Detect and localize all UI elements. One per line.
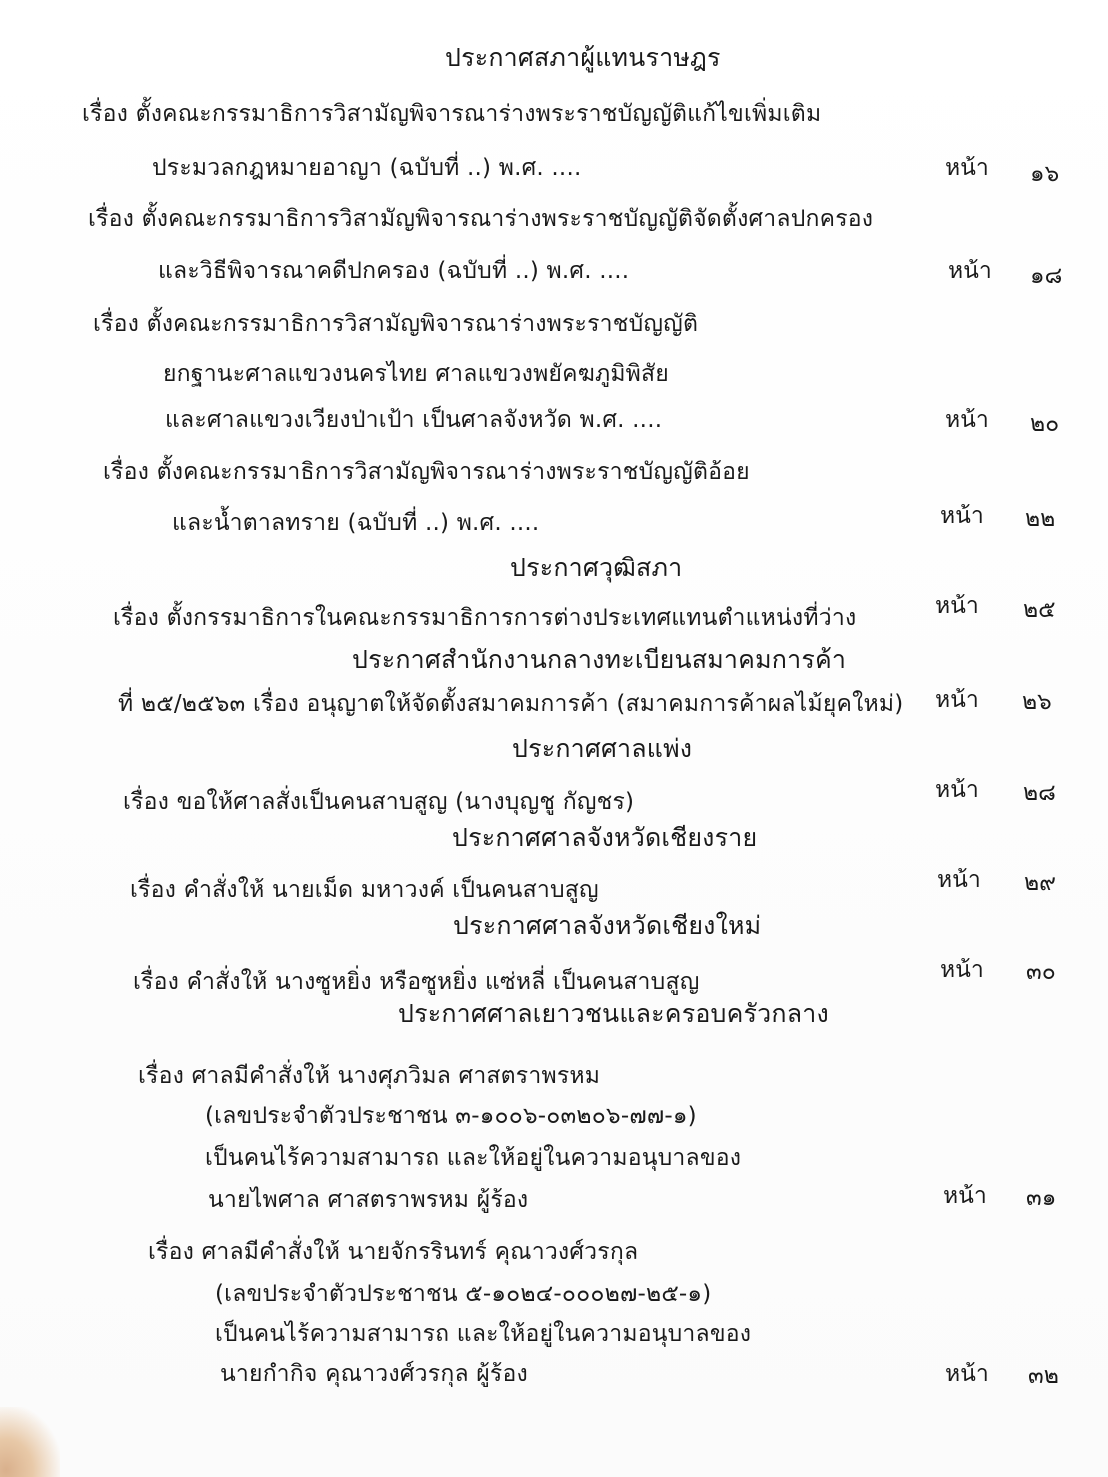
entry-line: ประมวลกฎหมายอาญา (ฉบับที่ ..) พ.ศ. .... (152, 155, 582, 181)
entry-line: ยกฐานะศาลแขวงนครไทย ศาลแขวงพยัคฆภูมิพิสัย (163, 361, 669, 387)
page-number: ๒๖ (1022, 689, 1052, 715)
entry-line: เรื่อง ตั้งกรรมาธิการในคณะกรรมาธิการการต่างประเทศแทนตำแหน่งที่ว่าง (113, 605, 857, 631)
entry-line: เป็นคนไร้ความสามารถ และให้อยู่ในความอนุบาลของ (215, 1321, 752, 1347)
page-label: หน้า (935, 687, 979, 713)
section-heading-senate: ประกาศวุฒิสภา (510, 553, 683, 582)
entry-line: เรื่อง ตั้งคณะกรรมาธิการวิสามัญพิจารณาร่างพระราชบัญญัติจัดตั้งศาลปกครอง (88, 206, 874, 232)
entry-line: เรื่อง ตั้งคณะกรรมาธิการวิสามัญพิจารณาร่างพระราชบัญญัติอ้อย (103, 459, 750, 485)
entry-line: (เลขประจำตัวประชาชน ๓-๑๐๐๖-๐๓๒๐๖-๗๗-๑) (205, 1103, 697, 1129)
section-heading-civil-court: ประกาศศาลแพ่ง (512, 734, 693, 763)
page-number: ๒๒ (1025, 506, 1056, 532)
entry-line: และน้ำตาลทราย (ฉบับที่ ..) พ.ศ. .... (172, 510, 540, 536)
page-number: ๓๐ (1026, 959, 1056, 985)
entry-line: ที่ ๒๕/๒๕๖๓ เรื่อง อนุญาตให้จัดตั้งสมาคมการค้า (สมาคมการค้าผลไม้ยุคใหม่) (118, 691, 904, 717)
entry-line: เรื่อง คำสั่งให้ นายเม็ด มหาวงค์ เป็นคนสาบสูญ (130, 877, 599, 903)
section-heading-chiangmai-court: ประกาศศาลจังหวัดเชียงใหม่ (453, 911, 762, 940)
page-label: หน้า (940, 957, 984, 983)
page-number: ๒๐ (1030, 411, 1060, 437)
entry-line: เรื่อง คำสั่งให้ นางซูหยิ่ง หรือซูหยิ่ง แซ่หลี่ เป็นคนสาบสูญ (133, 969, 700, 995)
page-label: หน้า (935, 777, 979, 803)
section-heading-trade-association: ประกาศสำนักงานกลางทะเบียนสมาคมการค้า (352, 645, 847, 674)
entry-line: เป็นคนไร้ความสามารถ และให้อยู่ในความอนุบาลของ (205, 1145, 742, 1171)
entry-line: นายไพศาล ศาสตราพรหม ผู้ร้อง (208, 1187, 529, 1213)
page-label: หน้า (935, 593, 979, 619)
page-label: หน้า (943, 1183, 987, 1209)
page-number: ๒๘ (1023, 780, 1056, 806)
entry-line: และวิธีพิจารณาคดีปกครอง (ฉบับที่ ..) พ.ศ. .... (158, 258, 630, 284)
entry-line: เรื่อง ตั้งคณะกรรมาธิการวิสามัญพิจารณาร่างพระราชบัญญัติ (93, 311, 699, 337)
scan-finger-shadow (0, 1407, 60, 1477)
page-label: หน้า (940, 503, 984, 529)
section-heading-house: ประกาศสภาผู้แทนราษฎร (445, 43, 721, 72)
page-label: หน้า (945, 407, 989, 433)
page-number: ๒๙ (1024, 870, 1057, 896)
entry-line: นายกำกิจ คุณาวงศ์วรกุล ผู้ร้อง (220, 1361, 528, 1387)
entry-line: เรื่อง ศาลมีคำสั่งให้ นายจักรรินทร์ คุณาวงศ์วรกุล (148, 1239, 639, 1265)
entry-line: (เลขประจำตัวประชาชน ๕-๑๐๒๔-๐๐๐๒๗-๒๕-๑) (215, 1281, 712, 1307)
section-heading-juvenile-court: ประกาศศาลเยาวชนและครอบครัวกลาง (398, 999, 829, 1028)
page-label: หน้า (945, 155, 989, 181)
entry-line: และศาลแขวงเวียงป่าเป้า เป็นศาลจังหวัด พ.ศ. .... (165, 407, 663, 433)
page-label: หน้า (945, 1361, 989, 1387)
page-number: ๑๖ (1030, 161, 1060, 187)
entry-line: เรื่อง ขอให้ศาลสั่งเป็นคนสาบสูญ (นางบุญชู กัญชร) (123, 789, 635, 815)
page-number: ๓๑ (1026, 1185, 1057, 1211)
page-label: หน้า (937, 867, 981, 893)
section-heading-chiangrai-court: ประกาศศาลจังหวัดเชียงราย (452, 823, 758, 852)
page-number: ๓๒ (1028, 1363, 1059, 1389)
page-number: ๒๕ (1023, 597, 1056, 623)
page-label: หน้า (948, 258, 992, 284)
entry-line: เรื่อง ตั้งคณะกรรมาธิการวิสามัญพิจารณาร่างพระราชบัญญัติแก้ไขเพิ่มเติม (82, 101, 822, 127)
page-number: ๑๘ (1030, 263, 1063, 289)
entry-line: เรื่อง ศาลมีคำสั่งให้ นางศุภวิมล ศาสตราพรหม (138, 1063, 601, 1089)
